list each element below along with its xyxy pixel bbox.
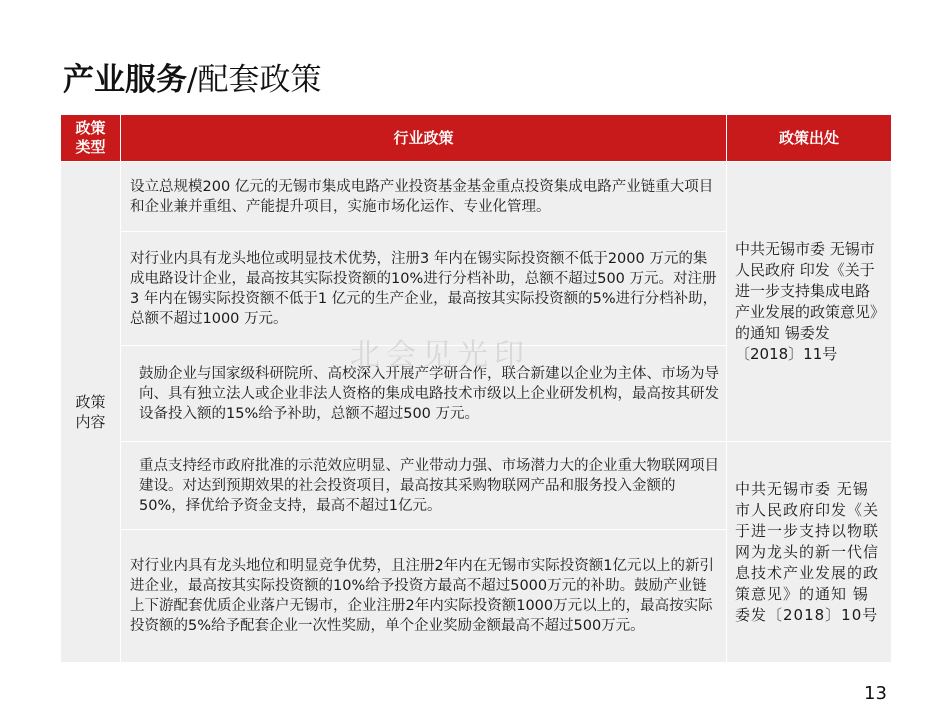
policy-row-4: 重点支持经市政府批准的示范效应明显、产业带动力强、市场潜力大的企业重大物联网项目建设。对达到预期效果的社会投资项目，最高按其采购物联网产品和服务投入金额的50%，择优给予资金支持，最高不超过1亿元。 <box>121 442 727 530</box>
title-rest: /配套政策 <box>187 62 322 98</box>
policy-row-5: 对行业内具有龙头地位和明显竞争优势，且注册2年内在无锡市实际投资额1亿元以上的新引进企业，最高按其实际投资额的10%给予投资方最高不超过5000万元的补助。鼓励产业链上下游配套优质企业落户无锡市，企业注册2年内实际投资额1000万元以上的，最高按实际投资额的5%给予配套企业一次性奖励，单个企业奖励金额最高不超过500万元。 <box>121 530 727 663</box>
policy-row-3: 鼓励企业与国家级科研院所、高校深入开展产学研合作，联合新建以企业为主体、市场为导向、具有独立法人或企业非法人资格的集成电路技术市级以上企业研发机构，最高按其研发设备投入额的15%给予补助，总额不超过500 万元。 <box>121 346 727 442</box>
policy-row-1: 设立总规模200 亿元的无锡市集成电路产业投资基金基金重点投资集成电路产业链重大项目和企业兼并重组、产能提升项目，实施市场化运作、专业化管理。 <box>121 162 727 232</box>
watermark: 北会见光印 <box>350 338 530 373</box>
page-title <box>63 58 321 102</box>
header-policy-type: 政策类型 <box>61 115 121 162</box>
header-policy-source: 政策出处 <box>727 115 892 162</box>
page-number: 13 <box>864 683 887 704</box>
header-industry-policy: 行业政策 <box>121 115 727 162</box>
policy-table <box>60 114 892 663</box>
title-bold: 产业服务 <box>63 62 187 98</box>
policy-source-2: 中共无锡市委 无锡市人民政府印发《关于进一步支持以物联网为龙头的新一代信息技术产业发展的政策意见》的通知 锡委发〔2018〕10号 <box>727 442 892 663</box>
policy-source-1: 中共无锡市委 无锡市人民政府 印发《关于进一步支持集成电路产业发展的政策意见》的通知 锡委发〔2018〕11号 <box>727 162 892 442</box>
policy-type-label: 政策内容 <box>75 393 106 431</box>
policy-type-cell <box>61 162 121 663</box>
policy-row-2: 对行业内具有龙头地位或明显技术优势，注册3 年内在锡实际投资额不低于2000 万元的集成电路设计企业，最高按其实际投资额的10%进行分档补助，总额不超过500 万元。对注册3 年内在锡实际投资额不低于1 亿元的生产企业，最高按其实际投资额的5%进行分档补助，总额不超过1000 万元。 <box>121 232 727 346</box>
